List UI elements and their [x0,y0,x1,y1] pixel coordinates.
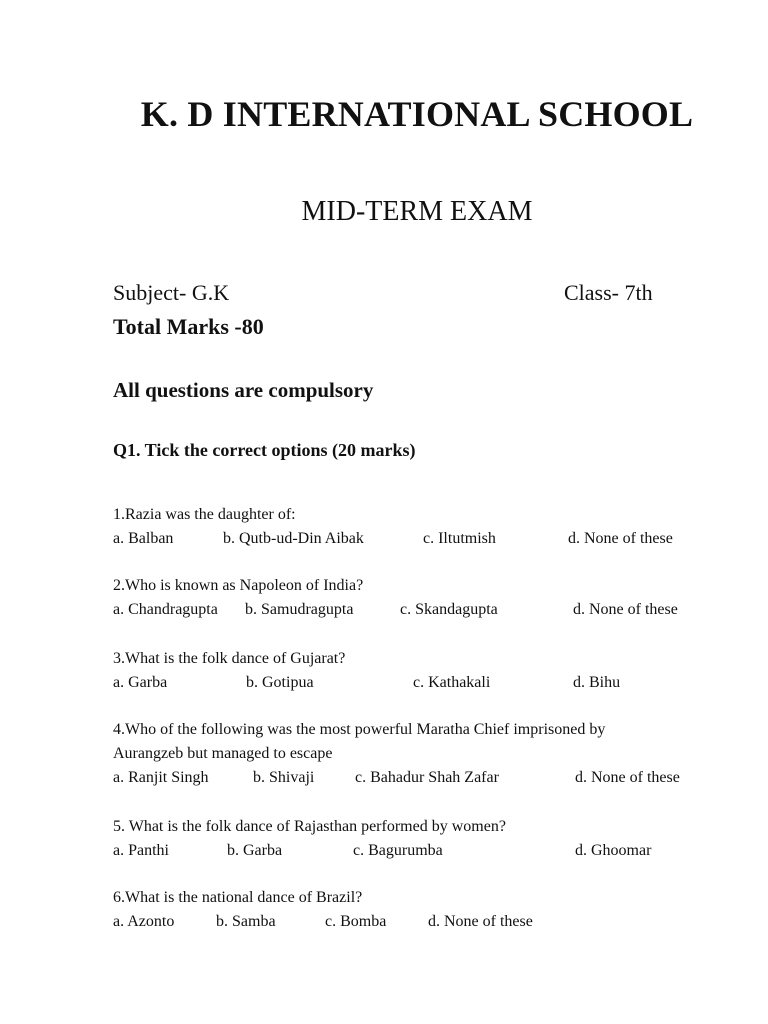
option-b[interactable]: b. Qutb-ud-Din Aibak [223,530,364,547]
option-d[interactable]: d. None of these [568,530,673,547]
question-text-line-2: Aurangzeb but managed to escape [113,745,333,762]
option-a[interactable]: a. Azonto [113,913,175,930]
question-text: 2.Who is known as Napoleon of India? [113,577,364,594]
option-c[interactable]: c. Kathakali [413,674,491,691]
option-d[interactable]: d. Ghoomar [575,842,652,859]
question-text: 5. What is the folk dance of Rajasthan performed by women? [113,818,506,835]
question-text-line-1: 4.Who of the following was the most powerful Maratha Chief imprisoned by [113,721,606,738]
option-b[interactable]: b. Gotipua [246,674,314,691]
exam-title: MID-TERM EXAM [301,196,533,227]
option-c[interactable]: c. Bomba [325,913,387,930]
option-a[interactable]: a. Balban [113,530,174,547]
school-name: K. D INTERNATIONAL SCHOOL [140,94,694,134]
question-text: 1.Razia was the daughter of: [113,506,296,523]
option-c[interactable]: c. Skandagupta [400,601,498,618]
option-d[interactable]: d. Bihu [573,674,621,691]
class-label: Class- 7th [564,280,653,305]
option-c[interactable]: c. Iltutmish [423,530,496,547]
option-b[interactable]: b. Shivaji [253,769,315,786]
question-text: 6.What is the national dance of Brazil? [113,889,363,906]
option-c[interactable]: c. Bagurumba [353,842,443,859]
option-a[interactable]: a. Panthi [113,842,169,859]
option-b[interactable]: b. Samudragupta [245,601,354,618]
option-a[interactable]: a. Garba [113,674,168,691]
question-text: 3.What is the folk dance of Gujarat? [113,650,346,667]
option-a[interactable]: a. Ranjit Singh [113,769,209,786]
total-marks: Total Marks -80 [113,314,264,339]
section-heading: Q1. Tick the correct options (20 marks) [113,440,416,460]
option-b[interactable]: b. Samba [216,913,276,930]
option-a[interactable]: a. Chandragupta [113,601,218,618]
option-d[interactable]: d. None of these [575,769,680,786]
subject-label: Subject- G.K [113,280,230,305]
option-c[interactable]: c. Bahadur Shah Zafar [355,769,499,786]
option-d[interactable]: d. None of these [428,913,533,930]
option-b[interactable]: b. Garba [227,842,283,859]
instructions: All questions are compulsory [113,378,374,402]
option-d[interactable]: d. None of these [573,601,678,618]
